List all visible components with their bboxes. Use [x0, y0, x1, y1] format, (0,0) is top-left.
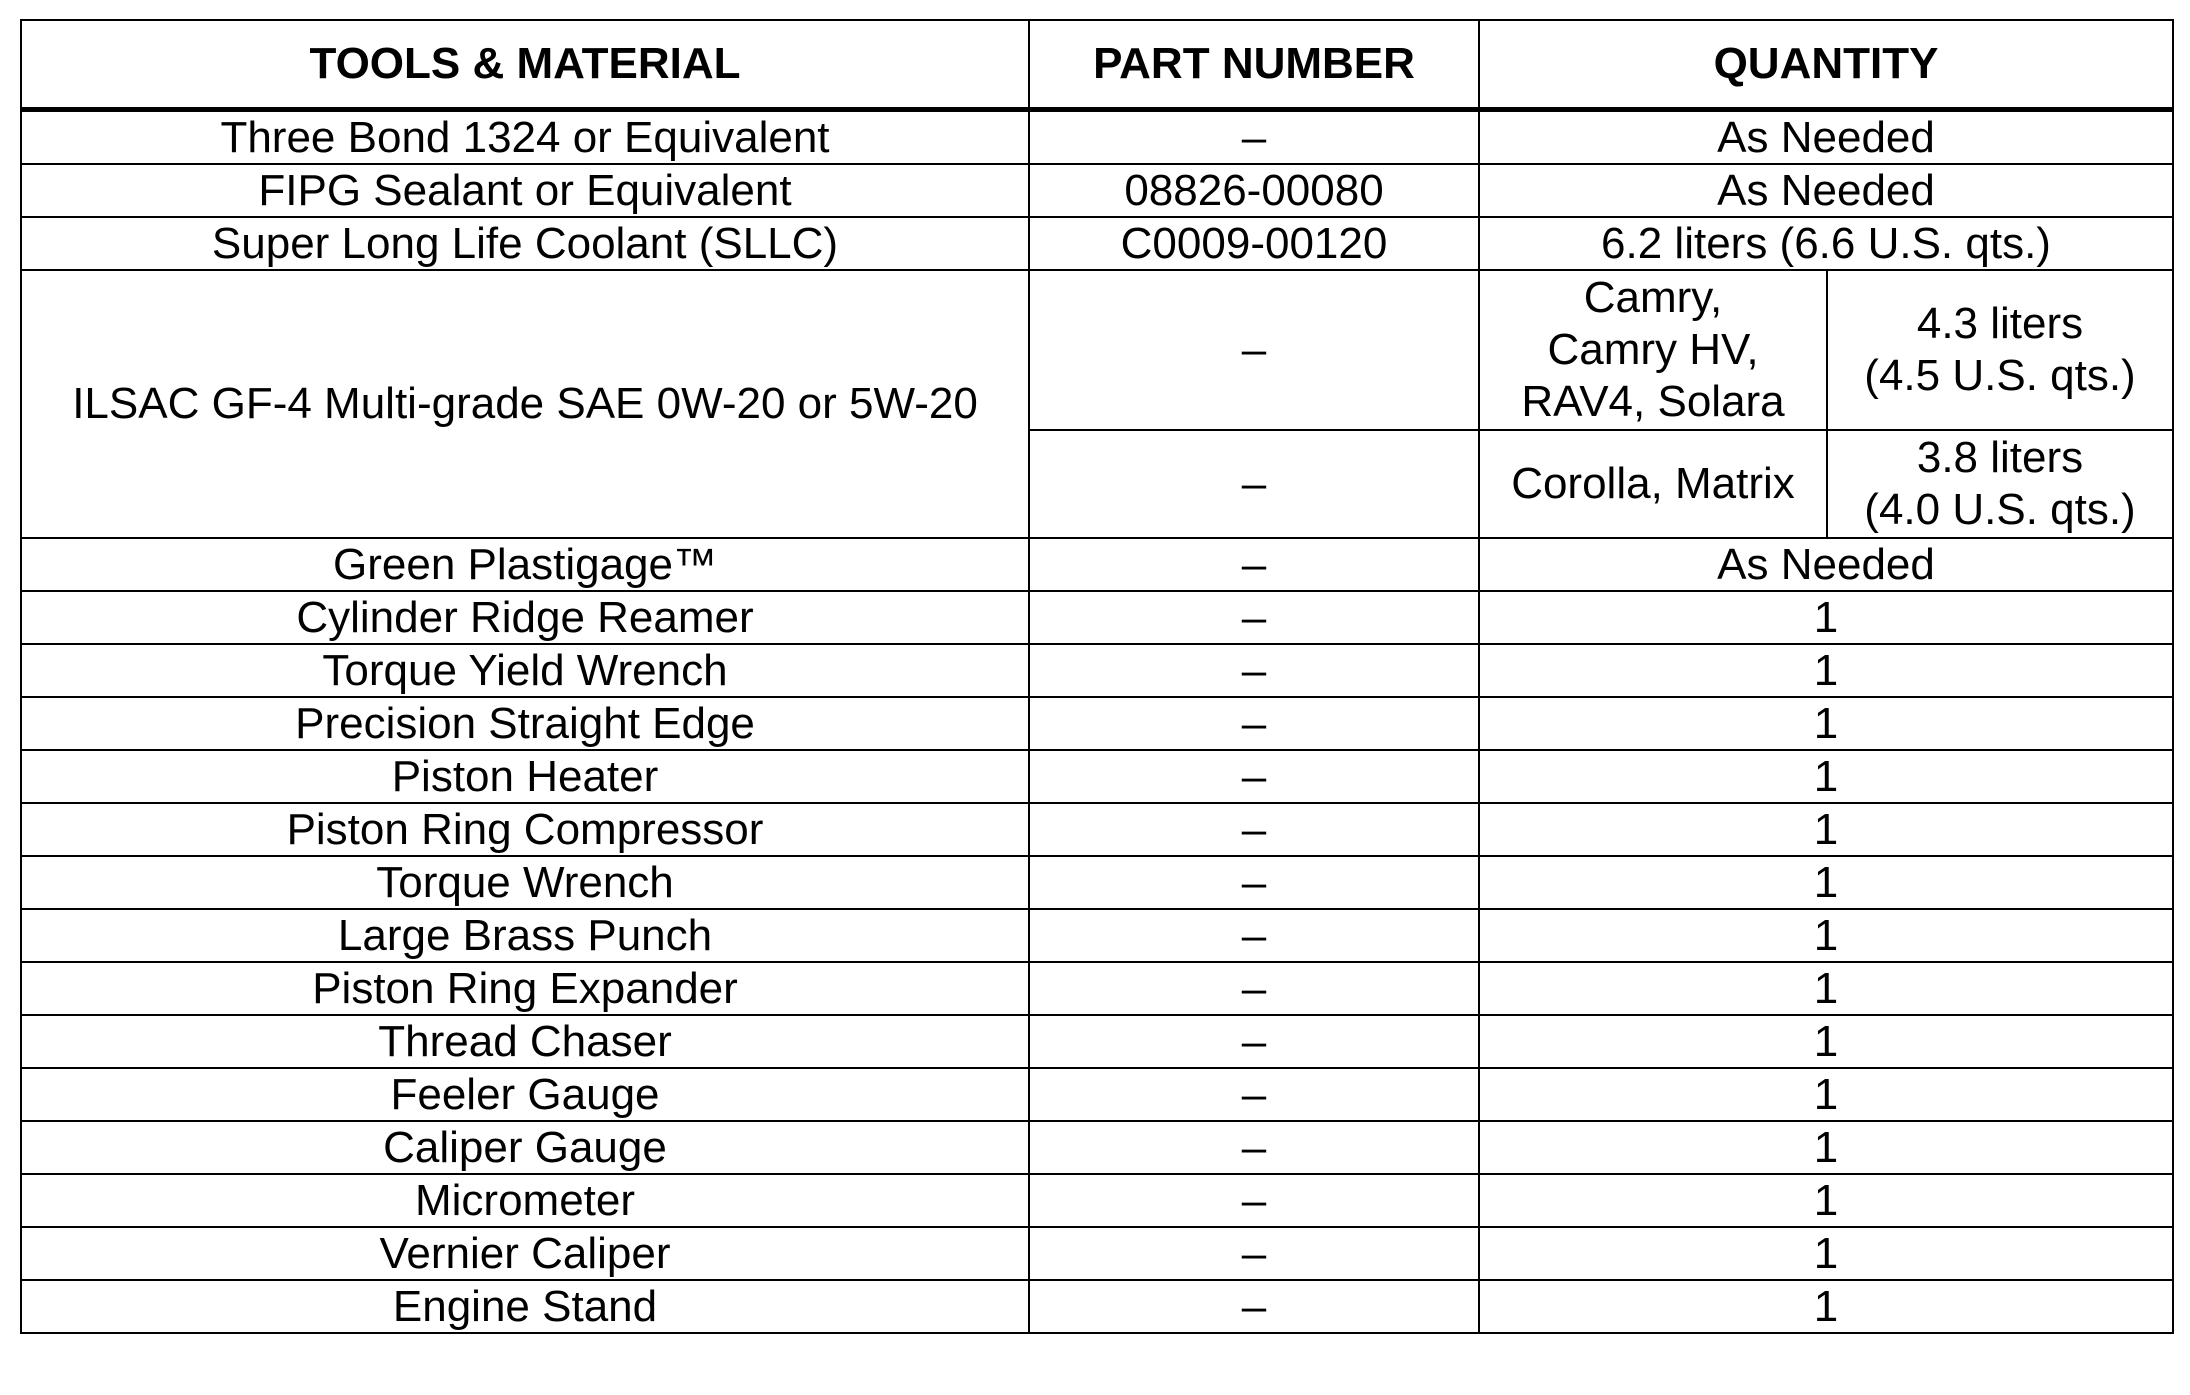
- amount-liters: 3.8 liters: [1916, 433, 2084, 482]
- tool-name: FIPG Sealant or Equivalent: [21, 164, 1029, 217]
- part-number: –: [1029, 1068, 1479, 1121]
- tool-name: Micrometer: [21, 1174, 1029, 1227]
- table-row: [21, 1280, 2173, 1333]
- quantity: 1: [1479, 856, 2173, 909]
- tool-name: Piston Ring Compressor: [21, 803, 1029, 856]
- part-number: –: [1029, 644, 1479, 697]
- table-row: [21, 1121, 2173, 1174]
- amount-quarts: (4.5 U.S. qts.): [1864, 351, 2136, 400]
- table-row: [21, 1174, 2173, 1227]
- table-row: [21, 1227, 2173, 1280]
- part-number: –: [1029, 110, 1479, 165]
- part-number: –: [1029, 909, 1479, 962]
- model-line: Camry HV,: [1547, 325, 1759, 374]
- part-number: –: [1029, 856, 1479, 909]
- table-row: [21, 164, 2173, 217]
- quantity: 1: [1479, 909, 2173, 962]
- quantity: 1: [1479, 1280, 2173, 1333]
- part-number: –: [1029, 1121, 1479, 1174]
- quantity: 1: [1479, 591, 2173, 644]
- tool-name: Green Plastigage™: [21, 538, 1029, 591]
- tool-name: Precision Straight Edge: [21, 697, 1029, 750]
- tool-name: Engine Stand: [21, 1280, 1029, 1333]
- header-quantity: QUANTITY: [1479, 20, 2173, 110]
- part-number: –: [1029, 750, 1479, 803]
- part-number: –: [1029, 538, 1479, 591]
- table-row: [21, 110, 2173, 165]
- table-row: [21, 591, 2173, 644]
- table-row: [21, 644, 2173, 697]
- tools-material-table: [20, 19, 2174, 1334]
- table-row: [21, 538, 2173, 591]
- part-number: –: [1029, 1015, 1479, 1068]
- tool-name: Thread Chaser: [21, 1015, 1029, 1068]
- tool-name: Super Long Life Coolant (SLLC): [21, 217, 1029, 270]
- part-number: –: [1029, 1280, 1479, 1333]
- part-number: –: [1029, 1227, 1479, 1280]
- table-row: [21, 909, 2173, 962]
- tool-name: Cylinder Ridge Reamer: [21, 591, 1029, 644]
- tool-name: Caliper Gauge: [21, 1121, 1029, 1174]
- oil-amount: [1827, 270, 2173, 430]
- tool-name-oil: ILSAC GF-4 Multi-grade SAE 0W-20 or 5W-20: [21, 270, 1029, 538]
- tool-name: Piston Ring Expander: [21, 962, 1029, 1015]
- quantity: 1: [1479, 697, 2173, 750]
- quantity: 1: [1479, 644, 2173, 697]
- tool-name: Torque Wrench: [21, 856, 1029, 909]
- quantity: 1: [1479, 1174, 2173, 1227]
- header-tools-material: TOOLS & MATERIAL: [21, 20, 1029, 110]
- header-part-number: PART NUMBER: [1029, 20, 1479, 110]
- oil-models: [1479, 270, 1827, 430]
- amount-liters: 4.3 liters: [1916, 299, 2084, 348]
- tool-name: Three Bond 1324 or Equivalent: [21, 110, 1029, 165]
- part-number: –: [1029, 697, 1479, 750]
- quantity: 1: [1479, 1121, 2173, 1174]
- part-number: –: [1029, 962, 1479, 1015]
- table-row: [21, 750, 2173, 803]
- oil-row-camry: [21, 270, 2173, 430]
- quantity: 6.2 liters (6.6 U.S. qts.): [1479, 217, 2173, 270]
- quantity: 1: [1479, 1227, 2173, 1280]
- table-row: [21, 962, 2173, 1015]
- model-line: Corolla, Matrix: [1511, 459, 1795, 508]
- table-row: [21, 1068, 2173, 1121]
- tool-name: Large Brass Punch: [21, 909, 1029, 962]
- quantity: 1: [1479, 1015, 2173, 1068]
- model-line: RAV4, Solara: [1521, 377, 1785, 426]
- part-number: –: [1029, 270, 1479, 430]
- tool-name: Vernier Caliper: [21, 1227, 1029, 1280]
- oil-amount: [1827, 430, 2173, 538]
- quantity: 1: [1479, 1068, 2173, 1121]
- table-row: [21, 803, 2173, 856]
- tool-name: Torque Yield Wrench: [21, 644, 1029, 697]
- quantity: As Needed: [1479, 538, 2173, 591]
- tool-name: Piston Heater: [21, 750, 1029, 803]
- quantity: 1: [1479, 803, 2173, 856]
- table-row: [21, 1015, 2173, 1068]
- part-number: –: [1029, 430, 1479, 538]
- tool-name: Feeler Gauge: [21, 1068, 1029, 1121]
- part-number: 08826-00080: [1029, 164, 1479, 217]
- table-row: [21, 856, 2173, 909]
- quantity: 1: [1479, 962, 2173, 1015]
- quantity: As Needed: [1479, 164, 2173, 217]
- part-number: C0009-00120: [1029, 217, 1479, 270]
- part-number: –: [1029, 591, 1479, 644]
- oil-models: [1479, 430, 1827, 538]
- amount-quarts: (4.0 U.S. qts.): [1864, 485, 2136, 534]
- table-row: [21, 217, 2173, 270]
- table-row: [21, 697, 2173, 750]
- model-line: Camry,: [1583, 273, 1723, 322]
- part-number: –: [1029, 803, 1479, 856]
- quantity: 1: [1479, 750, 2173, 803]
- header-row: [21, 20, 2173, 110]
- part-number: –: [1029, 1174, 1479, 1227]
- quantity: As Needed: [1479, 110, 2173, 165]
